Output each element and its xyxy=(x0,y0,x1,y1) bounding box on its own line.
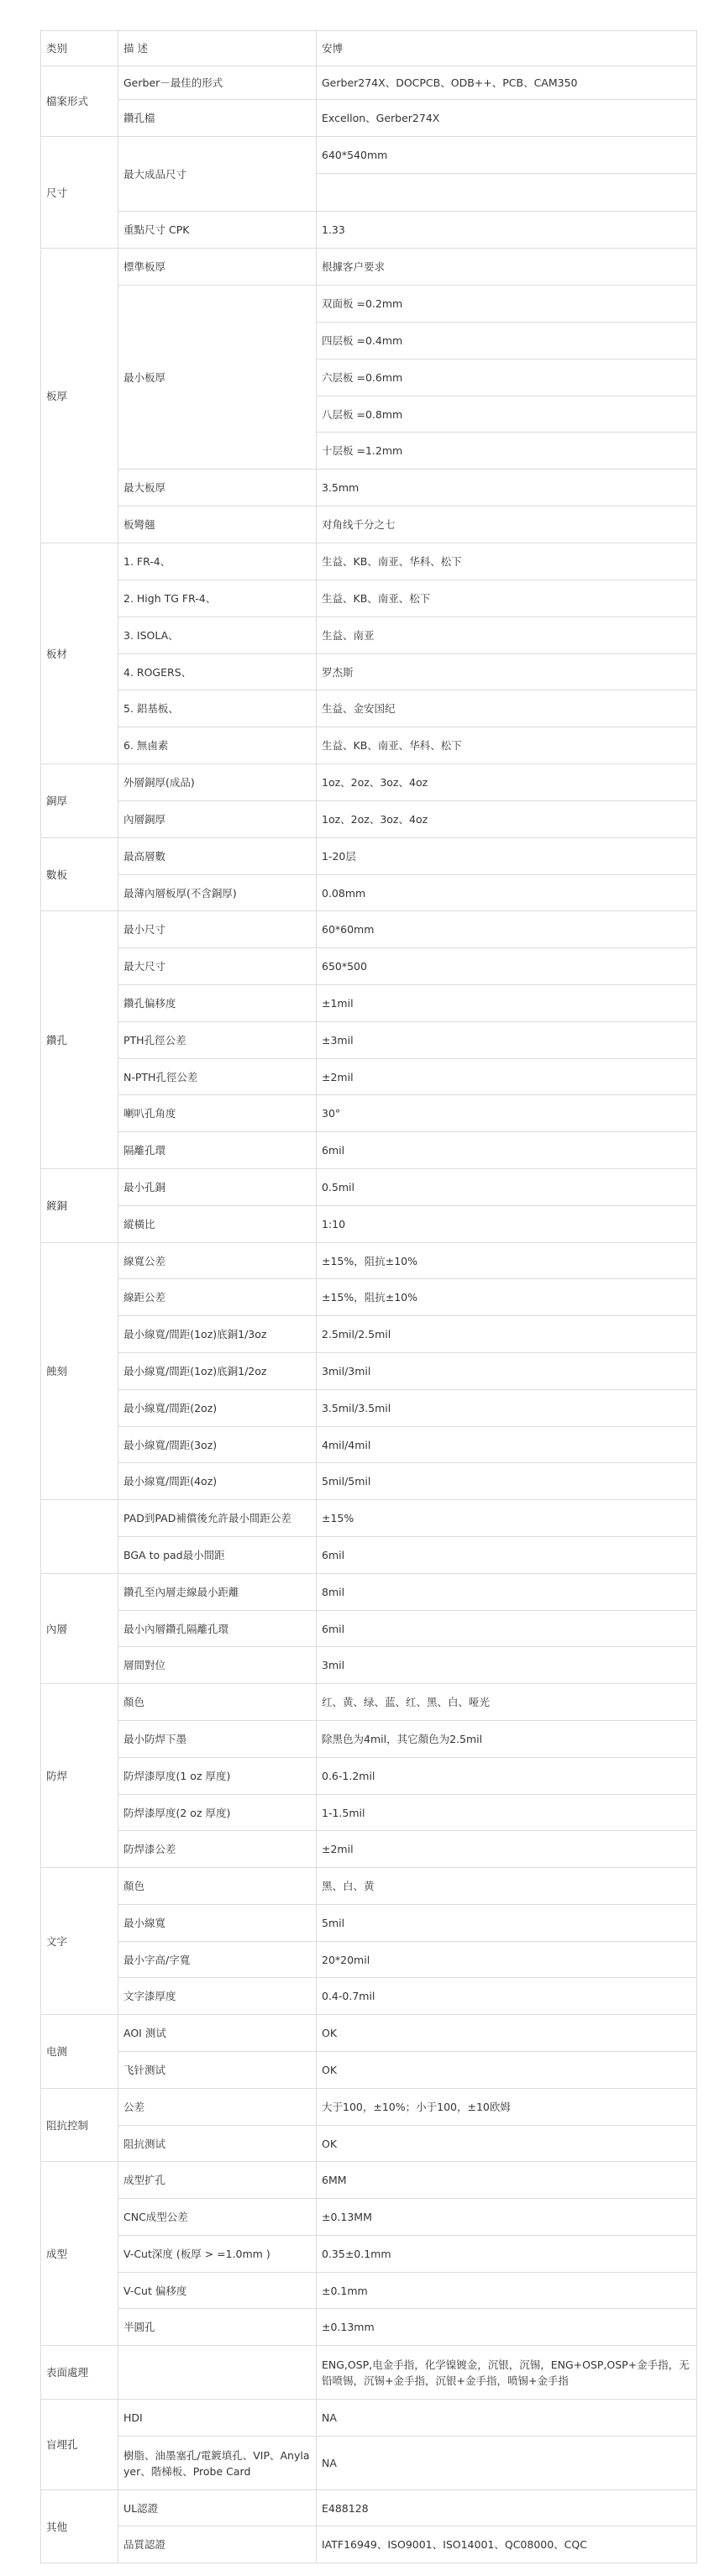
description-cell: 線距公差 xyxy=(118,1279,317,1316)
value-cell: 3.5mm xyxy=(317,470,697,506)
description-cell: 最小線寬 xyxy=(118,1905,317,1942)
description-cell xyxy=(118,2346,317,2400)
value-cell: 6mil xyxy=(317,1132,697,1169)
value-cell: ±1mil xyxy=(317,985,697,1022)
description-cell: N-PTH孔徑公差 xyxy=(118,1059,317,1095)
table-row xyxy=(41,838,697,875)
description-cell: V-Cut深度 (板厚 > =1.0mm ) xyxy=(118,2236,317,2273)
description-cell: 最小孔銅 xyxy=(118,1169,317,1206)
description-cell: 最小線寬/間距(1oz)底銅1/3oz xyxy=(118,1316,317,1353)
category-cell: 盲埋孔 xyxy=(41,2400,118,2490)
description-cell: 縱橫比 xyxy=(118,1206,317,1243)
description-cell: 成型扩孔 xyxy=(118,2162,317,2199)
value-cell: 1oz、2oz、3oz、4oz xyxy=(317,801,697,838)
table-row xyxy=(41,1390,697,1427)
value-cell: ±15% xyxy=(317,1500,697,1537)
value-cell xyxy=(317,174,697,212)
table-row xyxy=(41,2236,697,2273)
value-cell: 四层板 =0.4mm xyxy=(317,323,697,359)
table-row xyxy=(41,875,697,911)
table-row xyxy=(41,1500,697,1537)
value-cell: E488128 xyxy=(317,2490,697,2526)
table-row xyxy=(41,1574,697,1611)
table-row xyxy=(41,543,697,580)
value-cell: 1oz、2oz、3oz、4oz xyxy=(317,764,697,801)
value-cell: 3.5mil/3.5mil xyxy=(317,1390,697,1427)
description-cell: PAD到PAD補償後允許最小間距公差 xyxy=(118,1500,317,1537)
value-cell: 生益、KB、南亚、松下 xyxy=(317,580,697,617)
category-cell: 板材 xyxy=(41,543,118,764)
value-cell: 1:10 xyxy=(317,1206,697,1243)
category-cell: 銅厚 xyxy=(41,764,118,838)
value-cell: OK xyxy=(317,2015,697,2052)
value-cell: 生益、KB、南亚、华科、松下 xyxy=(317,727,697,764)
description-cell: 防焊漆厚度(2 oz 厚度) xyxy=(118,1795,317,1831)
table-row xyxy=(41,137,697,174)
table-row xyxy=(41,1316,697,1353)
table-row xyxy=(41,1611,697,1647)
description-cell: 最大板厚 xyxy=(118,470,317,506)
description-cell: BGA to pad最小間距 xyxy=(118,1537,317,1574)
description-cell: 最大尺寸 xyxy=(118,948,317,985)
value-cell: ENG,OSP,电金手指，化学镍镀金，沉银，沉锡，ENG+OSP,OSP+金手指，无铅喷锡，沉锡+金手指，沉银+金手指，喷锡+金手指 xyxy=(317,2346,697,2400)
table-row xyxy=(41,2273,697,2309)
category-cell: 板厚 xyxy=(41,249,118,543)
description-cell: 4. ROGERS、 xyxy=(118,654,317,690)
value-cell: 6mil xyxy=(317,1537,697,1574)
value-cell: 5mil xyxy=(317,1905,697,1942)
table-row xyxy=(41,1795,697,1831)
table-row xyxy=(41,948,697,985)
value-cell: 0.4-0.7mil xyxy=(317,1978,697,2015)
table-row xyxy=(41,1463,697,1500)
value-cell: 30° xyxy=(317,1095,697,1132)
description-cell: 最小板厚 xyxy=(118,286,317,470)
table-row xyxy=(41,617,697,654)
table-row xyxy=(41,1243,697,1279)
description-cell: 防焊漆厚度(1 oz 厚度) xyxy=(118,1758,317,1795)
value-cell: 640*540mm xyxy=(317,137,697,174)
value-cell: 生益、南亚 xyxy=(317,617,697,654)
value-cell: 0.5mil xyxy=(317,1169,697,1206)
description-cell: 喇叭孔角度 xyxy=(118,1095,317,1132)
description-cell: 重點尺寸 CPK xyxy=(118,212,317,249)
table-row xyxy=(41,2199,697,2236)
table-row xyxy=(41,2052,697,2089)
description-cell: 最小線寬/間距(2oz) xyxy=(118,1390,317,1427)
table-row xyxy=(41,1132,697,1169)
table-row xyxy=(41,1427,697,1463)
table-row xyxy=(41,1647,697,1684)
table-row xyxy=(41,1095,697,1132)
value-cell: 罗杰斯 xyxy=(317,654,697,690)
description-cell: 標準板厚 xyxy=(118,249,317,286)
description-cell: 半圓孔 xyxy=(118,2309,317,2346)
value-cell: 2.5mil/2.5mil xyxy=(317,1316,697,1353)
description-cell: 文字漆厚度 xyxy=(118,1978,317,2015)
table-row xyxy=(41,1978,697,2015)
description-cell: 樹脂、油墨塞孔/電鍍填孔、VIP、Anylayer、階梯板、Probe Card xyxy=(118,2437,317,2490)
table-row xyxy=(41,690,697,727)
table-row xyxy=(41,2400,697,2437)
value-cell: NA xyxy=(317,2400,697,2437)
category-cell: 电测 xyxy=(41,2015,118,2089)
value-cell: 8mil xyxy=(317,1574,697,1611)
table-row xyxy=(41,1022,697,1059)
value-cell: 60*60mm xyxy=(317,911,697,948)
table-row xyxy=(41,1684,697,1721)
description-cell: Gerber－最佳的形式 xyxy=(118,66,317,100)
value-cell: 4mil/4mil xyxy=(317,1427,697,1463)
table-row xyxy=(41,2015,697,2052)
table-row xyxy=(41,2346,697,2400)
table-row xyxy=(41,2526,697,2563)
description-cell: 板彎翹 xyxy=(118,506,317,543)
table-row xyxy=(41,580,697,617)
table-row xyxy=(41,66,697,100)
header-description: 描 述 xyxy=(118,31,317,66)
table-header-row xyxy=(41,31,697,66)
value-cell: OK xyxy=(317,2052,697,2089)
description-cell: 內層銅厚 xyxy=(118,801,317,838)
category-cell xyxy=(41,1500,118,1574)
header-category: 类别 xyxy=(41,31,118,66)
table-row xyxy=(41,1831,697,1868)
value-cell: 生益、KB、南亚、华科、松下 xyxy=(317,543,697,580)
description-cell: 最小防焊下墨 xyxy=(118,1721,317,1758)
value-cell: 大于100，±10%；小于100，±10欧姆 xyxy=(317,2089,697,2126)
description-cell: 鑽孔檔 xyxy=(118,100,317,137)
value-cell: 1.33 xyxy=(317,212,697,249)
table-row xyxy=(41,2490,697,2526)
value-cell: 对角线千分之七 xyxy=(317,506,697,543)
value-cell: 6MM xyxy=(317,2162,697,2199)
description-cell: CNC成型公差 xyxy=(118,2199,317,2236)
table-row xyxy=(41,249,697,286)
description-cell: 顏色 xyxy=(118,1868,317,1905)
value-cell: 0.6-1.2mil xyxy=(317,1758,697,1795)
description-cell: 鑽孔偏移度 xyxy=(118,985,317,1022)
table-row xyxy=(41,654,697,690)
value-cell: ±0.13MM xyxy=(317,2199,697,2236)
description-cell: 最小字高/字寬 xyxy=(118,1942,317,1978)
value-cell: ±15%，阻抗±10% xyxy=(317,1243,697,1279)
table-row xyxy=(41,100,697,137)
value-cell: 黑、白、黄 xyxy=(317,1868,697,1905)
table-row xyxy=(41,1905,697,1942)
table-row xyxy=(41,911,697,948)
table-row xyxy=(41,985,697,1022)
category-cell: 表面處理 xyxy=(41,2346,118,2400)
description-cell: 最小線寬/間距(4oz) xyxy=(118,1463,317,1500)
table-row xyxy=(41,801,697,838)
description-cell: 最薄內層板厚(不含銅厚) xyxy=(118,875,317,911)
table-row xyxy=(41,727,697,764)
description-cell: 6. 無鹵素 xyxy=(118,727,317,764)
table-row xyxy=(41,506,697,543)
description-cell: 飞针测试 xyxy=(118,2052,317,2089)
table-row xyxy=(41,1868,697,1905)
value-cell: 6mil xyxy=(317,1611,697,1647)
description-cell: 隔離孔環 xyxy=(118,1132,317,1169)
description-cell: 層間對位 xyxy=(118,1647,317,1684)
value-cell: ±2mil xyxy=(317,1831,697,1868)
table-row xyxy=(41,2089,697,2126)
category-cell: 數板 xyxy=(41,838,118,911)
description-cell: 最小內層鑽孔隔離孔環 xyxy=(118,1611,317,1647)
category-cell: 阻抗控制 xyxy=(41,2089,118,2162)
category-cell: 成型 xyxy=(41,2162,118,2346)
value-cell: 650*500 xyxy=(317,948,697,985)
category-cell: 尺寸 xyxy=(41,137,118,249)
description-cell: 公差 xyxy=(118,2089,317,2126)
value-cell: Excellon、Gerber274X xyxy=(317,100,697,137)
description-cell: 最小線寬/間距(3oz) xyxy=(118,1427,317,1463)
table-row xyxy=(41,1206,697,1243)
table-row xyxy=(41,2162,697,2199)
table-row xyxy=(41,470,697,506)
value-cell: IATF16949、ISO9001、ISO14001、QC08000、CQC xyxy=(317,2526,697,2563)
value-cell: 红、黄、绿、蓝、红、黑、白、哑光 xyxy=(317,1684,697,1721)
description-cell: 最小線寬/間距(1oz)底銅1/2oz xyxy=(118,1353,317,1390)
table-row xyxy=(41,1721,697,1758)
category-cell: 文字 xyxy=(41,1868,118,2015)
value-cell: 1-20层 xyxy=(317,838,697,875)
value-cell: 20*20mil xyxy=(317,1942,697,1978)
table-row xyxy=(41,2126,697,2162)
table-row xyxy=(41,2309,697,2346)
category-cell: 內層 xyxy=(41,1574,118,1684)
value-cell: Gerber274X、DOCPCB、ODB++、PCB、CAM350 xyxy=(317,66,697,100)
value-cell: 六层板 =0.6mm xyxy=(317,359,697,396)
value-cell: 八层板 =0.8mm xyxy=(317,396,697,433)
pcb-capability-table xyxy=(40,30,697,2563)
value-cell: 除黑色为4mil，其它顏色为2.5mil xyxy=(317,1721,697,1758)
value-cell: 根據客户要求 xyxy=(317,249,697,286)
description-cell: 2. High TG FR-4、 xyxy=(118,580,317,617)
description-cell: 最小尺寸 xyxy=(118,911,317,948)
description-cell: PTH孔徑公差 xyxy=(118,1022,317,1059)
description-cell: V-Cut 偏移度 xyxy=(118,2273,317,2309)
description-cell: 3. ISOLA、 xyxy=(118,617,317,654)
value-cell: ±0.1mm xyxy=(317,2273,697,2309)
table-row xyxy=(41,1942,697,1978)
value-cell: 0.08mm xyxy=(317,875,697,911)
table-row xyxy=(41,1353,697,1390)
description-cell: 線寬公差 xyxy=(118,1243,317,1279)
value-cell: ±0.13mm xyxy=(317,2309,697,2346)
description-cell: 外層銅厚(成品) xyxy=(118,764,317,801)
value-cell: 5mil/5mil xyxy=(317,1463,697,1500)
header-capability: 安博 xyxy=(317,31,697,66)
category-cell: 其他 xyxy=(41,2490,118,2563)
table-row xyxy=(41,1059,697,1095)
description-cell: 1. FR-4、 xyxy=(118,543,317,580)
description-cell: 鑽孔至內層走線最小距離 xyxy=(118,1574,317,1611)
category-cell: 蝕刻 xyxy=(41,1243,118,1500)
value-cell: ±3mil xyxy=(317,1022,697,1059)
description-cell: UL認證 xyxy=(118,2490,317,2526)
description-cell: 防焊漆公差 xyxy=(118,1831,317,1868)
value-cell: 1-1.5mil xyxy=(317,1795,697,1831)
table-row xyxy=(41,286,697,323)
description-cell: 顏色 xyxy=(118,1684,317,1721)
value-cell: 生益、金安国纪 xyxy=(317,690,697,727)
table-row xyxy=(41,1279,697,1316)
value-cell: 3mil/3mil xyxy=(317,1353,697,1390)
value-cell: OK xyxy=(317,2126,697,2162)
table-row xyxy=(41,212,697,249)
category-cell: 鑽孔 xyxy=(41,911,118,1169)
table-row xyxy=(41,1169,697,1206)
table-row xyxy=(41,1758,697,1795)
category-cell: 檔案形式 xyxy=(41,66,118,137)
description-cell: AOI 测试 xyxy=(118,2015,317,2052)
value-cell: NA xyxy=(317,2437,697,2490)
value-cell: 双面板 =0.2mm xyxy=(317,286,697,323)
description-cell: 5. 鋁基板、 xyxy=(118,690,317,727)
top-caption xyxy=(0,0,714,8)
value-cell: 3mil xyxy=(317,1647,697,1684)
table-row xyxy=(41,2437,697,2490)
value-cell: ±15%，阻抗±10% xyxy=(317,1279,697,1316)
value-cell: ±2mil xyxy=(317,1059,697,1095)
category-cell: 鍍銅 xyxy=(41,1169,118,1243)
category-cell: 防焊 xyxy=(41,1684,118,1868)
value-cell: 0.35±0.1mm xyxy=(317,2236,697,2273)
table-row xyxy=(41,1537,697,1574)
description-cell: 阻抗测试 xyxy=(118,2126,317,2162)
description-cell: 品質認證 xyxy=(118,2526,317,2563)
description-cell: HDI xyxy=(118,2400,317,2437)
value-cell: 十层板 =1.2mm xyxy=(317,433,697,470)
table-row xyxy=(41,764,697,801)
description-cell: 最高層數 xyxy=(118,838,317,875)
description-cell: 最大成品尺寸 xyxy=(118,137,317,212)
